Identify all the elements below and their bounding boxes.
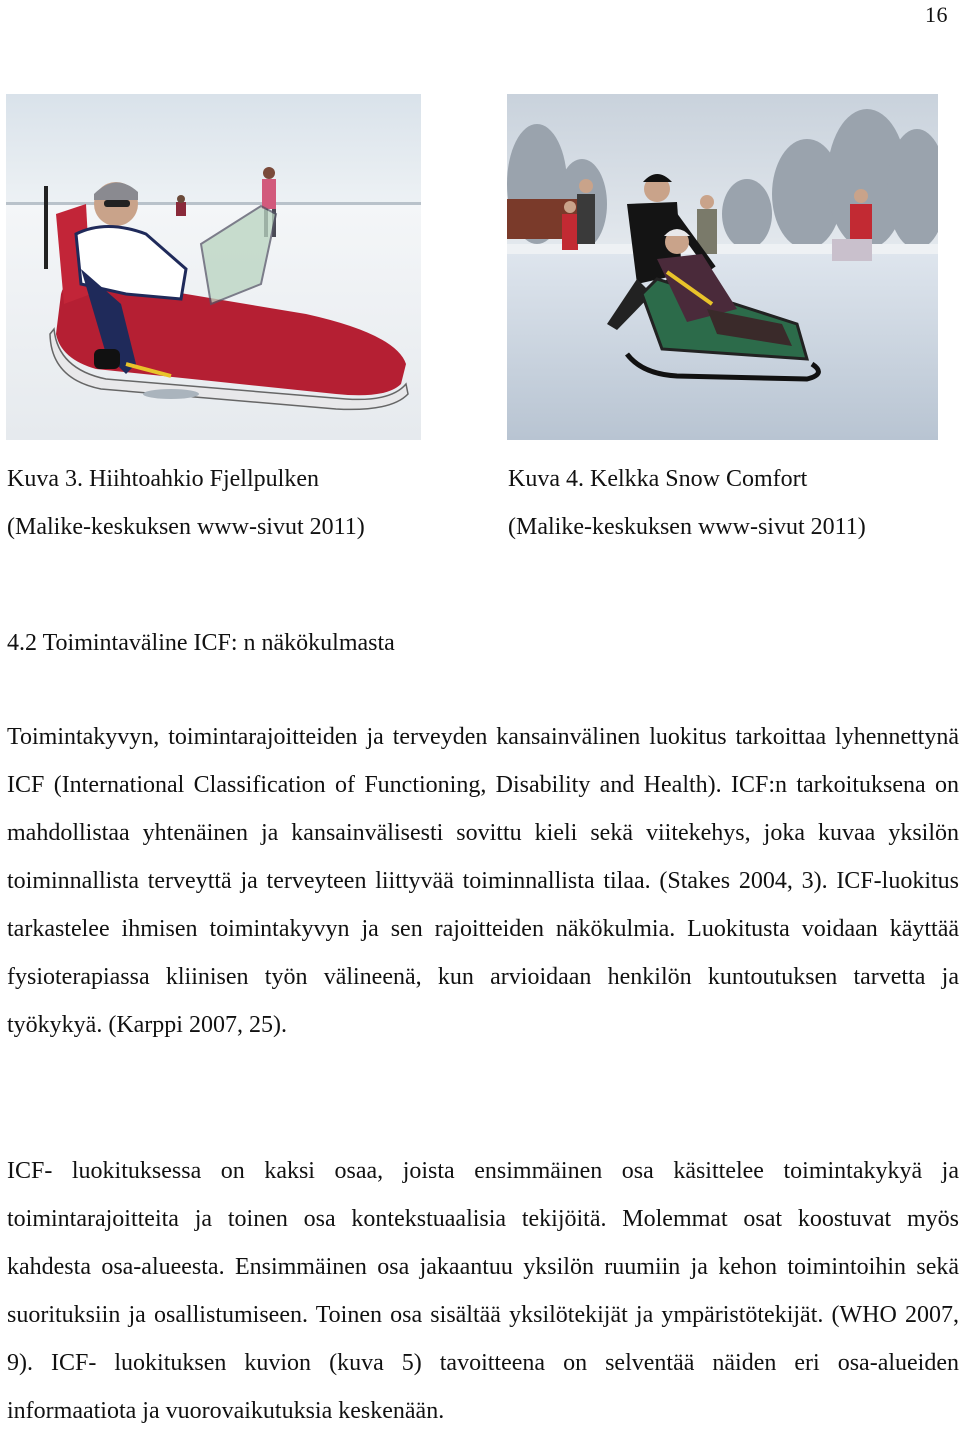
snow-comfort-sled-photo [507,94,938,440]
body-paragraph-1: Toimintakyvyn, toimintarajoitteiden ja terveyden kansainvälinen luokitus tarkoittaa lyhennettynä ICF (International Classification of Functioning, Disability and Health). ICF:n tarkoituksena on mahdollistaa yhtenäinen ja kansainvälisesti sovittu kieli sekä viitekehys, joka kuvaa yksilön toiminnallista terveyttä ja terveyteen liittyvää toiminnallista tilaa. (Stakes 2004, 3). ICF-luokitus tarkastelee ihmisen toimintakyvyn ja sen rajoitteiden näkökulmia. Luokitusta voidaan käyttää fysioterapiassa kliinisen työn välineenä, kun arvioidaan henkilön kuntoutuksen tarvetta ja työkykyä. (Karppi 2007, 25). [7,724,959,1038]
body-paragraph-2: ICF- luokituksessa on kaksi osaa, joista ensimmäinen osa käsittelee toimintakykyä ja toimintarajoitteita ja toinen osa kontekstuaalisia tekijöitä. Molemmat osat koostuvat myös kahdesta osa-alueesta. Ensimmäinen osa jakaantuu yksilön ruumiin ja kehon toimintoihin sekä suorituksiin ja osallistumiseen. Toinen osa sisältää yksilötekijät ja ympäristötekijät. (WHO 2007, 9). ICF- luokituksen kuvion (kuva 5) tavoitteena on selventää näiden eri osa-alueiden informaatiota ja vuorovaikutuksia keskenään. [7,1158,959,1424]
figure-3-photo [6,94,421,440]
pulk-sled-photo [6,94,421,440]
figure-4-caption [508,455,866,551]
page-number: 16 [925,2,948,27]
figure-4-photo [507,94,938,440]
section-heading: 4.2 Toimintaväline ICF: n näkökulmasta [7,630,395,656]
figure-3-caption-title: Kuva 3. Hiihtoahkio Fjellpulken [7,466,319,492]
figure-4-caption-source: (Malike-keskuksen www-sivut 2011) [508,514,866,540]
figure-3-caption [7,455,365,551]
figure-4-caption-title: Kuva 4. Kelkka Snow Comfort [508,466,808,492]
figure-3-caption-source: (Malike-keskuksen www-sivut 2011) [7,514,365,540]
